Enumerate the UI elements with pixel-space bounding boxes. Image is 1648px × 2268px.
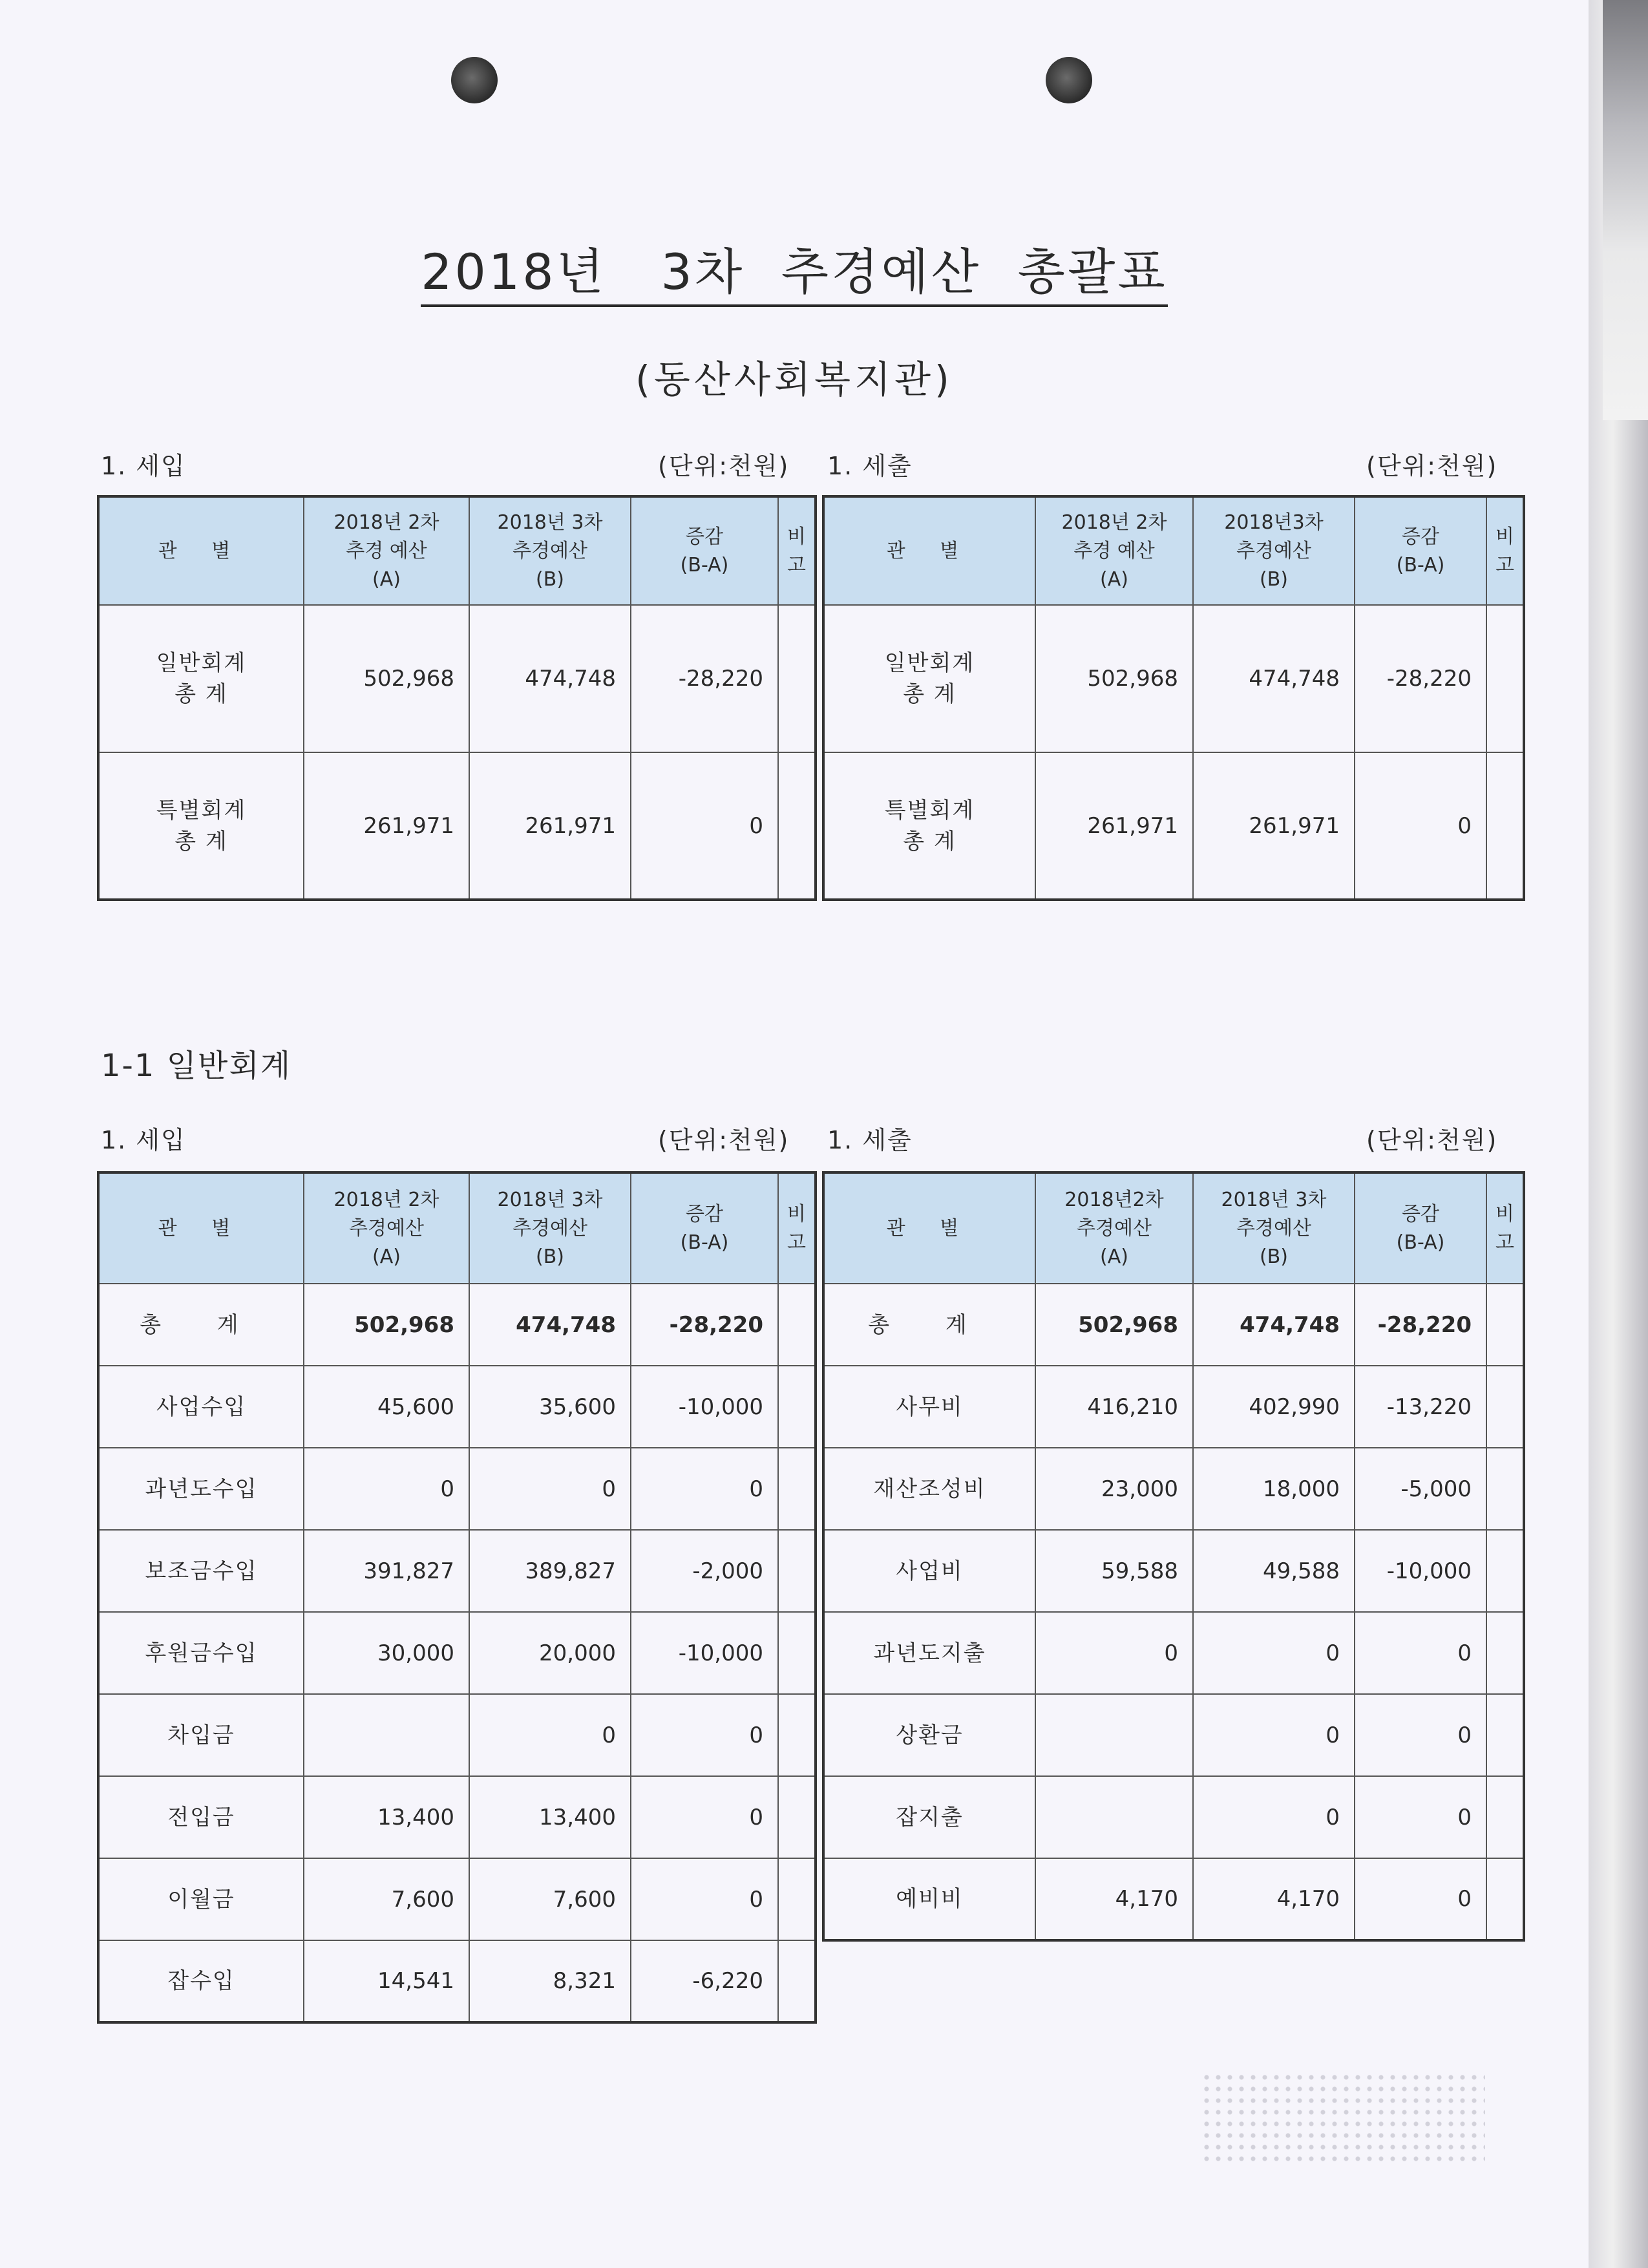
column-header: 2018년 2차 추경예산 (A) — [304, 1172, 469, 1284]
header-row — [823, 496, 1524, 605]
table-row — [98, 1284, 816, 1366]
value-diff: -28,220 — [631, 605, 778, 752]
value-diff: 0 — [1355, 1694, 1486, 1776]
value-b: 402,990 — [1193, 1366, 1355, 1448]
section-heading-general: 1-1 일반회계 — [101, 1048, 292, 1084]
row-label: 보조금수입 — [98, 1530, 304, 1612]
value-diff: -2,000 — [631, 1530, 778, 1612]
table-row — [823, 752, 1524, 900]
value-a: 502,968 — [304, 1284, 469, 1366]
value-a: 261,971 — [304, 752, 469, 900]
general-income-unit: (단위:천원) — [658, 1126, 790, 1154]
summary-income-caption: 1. 세입 — [101, 452, 186, 480]
note — [1486, 1530, 1524, 1612]
value-b: 389,827 — [469, 1530, 631, 1612]
value-a: 4,170 — [1035, 1858, 1193, 1940]
note — [778, 1284, 816, 1366]
value-a: 7,600 — [304, 1858, 469, 1940]
column-header: 증감 (B-A) — [1355, 496, 1486, 605]
note — [778, 1612, 816, 1694]
value-b: 7,600 — [469, 1858, 631, 1940]
row-label: 후원금수입 — [98, 1612, 304, 1694]
column-header: 2018년 2차 추경 예산 (A) — [1035, 496, 1193, 605]
header-row — [98, 496, 816, 605]
value-diff: -28,220 — [1355, 1284, 1486, 1366]
value-diff: -10,000 — [631, 1612, 778, 1694]
value-diff: -10,000 — [631, 1366, 778, 1448]
column-header: 비 고 — [778, 496, 816, 605]
table-row — [823, 1284, 1524, 1366]
value-diff: 0 — [631, 1694, 778, 1776]
column-header: 관 별 — [823, 496, 1035, 605]
value-b: 0 — [1193, 1694, 1355, 1776]
value-b: 0 — [469, 1448, 631, 1530]
value-diff: 0 — [631, 1448, 778, 1530]
note — [778, 1776, 816, 1858]
value-diff: 0 — [631, 752, 778, 900]
table-row — [98, 605, 816, 752]
embossed-seal — [1201, 2072, 1485, 2162]
summary-expense-unit: (단위:천원) — [1366, 452, 1498, 480]
value-diff: 0 — [1355, 752, 1486, 900]
row-label: 일반회계 총 계 — [823, 605, 1035, 752]
column-header: 2018년 3차 추경예산 (B) — [469, 1172, 631, 1284]
column-header: 관 별 — [98, 1172, 304, 1284]
note — [1486, 605, 1524, 752]
value-a: 502,968 — [304, 605, 469, 752]
table-row — [823, 1366, 1524, 1448]
note — [1486, 1858, 1524, 1940]
value-diff: 0 — [1355, 1858, 1486, 1940]
table-row — [823, 1530, 1524, 1612]
column-header: 관 별 — [823, 1172, 1035, 1284]
value-b: 474,748 — [1193, 1284, 1355, 1366]
value-a: 0 — [304, 1448, 469, 1530]
document-subtitle: (동산사회복지관) — [635, 357, 953, 401]
value-b: 49,588 — [1193, 1530, 1355, 1612]
note — [778, 1694, 816, 1776]
table-row — [98, 1940, 816, 2022]
note — [778, 1858, 816, 1940]
table-row — [98, 1366, 816, 1448]
value-a: 502,968 — [1035, 1284, 1193, 1366]
value-a: 30,000 — [304, 1612, 469, 1694]
general-expense-table — [822, 1171, 1525, 1942]
note — [778, 1530, 816, 1612]
value-b: 474,748 — [469, 1284, 631, 1366]
row-label: 일반회계 총 계 — [98, 605, 304, 752]
value-b: 4,170 — [1193, 1858, 1355, 1940]
note — [778, 1366, 816, 1448]
column-header: 2018년3차 추경예산 (B) — [1193, 496, 1355, 605]
column-header: 2018년2차 추경예산 (A) — [1035, 1172, 1193, 1284]
summary-expense-table — [822, 495, 1525, 901]
table-row — [98, 1694, 816, 1776]
punch-hole-left — [451, 57, 498, 103]
table-row — [98, 1776, 816, 1858]
column-header: 증감 (B-A) — [1355, 1172, 1486, 1284]
value-a: 391,827 — [304, 1530, 469, 1612]
value-b: 261,971 — [1193, 752, 1355, 900]
value-b: 13,400 — [469, 1776, 631, 1858]
column-header: 2018년 2차 추경 예산 (A) — [304, 496, 469, 605]
table-row — [98, 1858, 816, 1940]
value-diff: 0 — [1355, 1776, 1486, 1858]
binder-clip — [1603, 0, 1648, 420]
row-label: 총 계 — [823, 1284, 1035, 1366]
value-a: 0 — [1035, 1612, 1193, 1694]
column-header: 비 고 — [1486, 496, 1524, 605]
table-row — [98, 1530, 816, 1612]
column-header: 증감 (B-A) — [631, 496, 778, 605]
value-b: 0 — [1193, 1612, 1355, 1694]
header-row — [98, 1172, 816, 1284]
value-a — [1035, 1694, 1193, 1776]
value-diff: -13,220 — [1355, 1366, 1486, 1448]
note — [1486, 752, 1524, 900]
value-b: 0 — [1193, 1776, 1355, 1858]
table-row — [823, 1694, 1524, 1776]
note — [1486, 1612, 1524, 1694]
row-label: 과년도수입 — [98, 1448, 304, 1530]
general-expense-caption: 1. 세출 — [827, 1126, 913, 1154]
general-income-table — [97, 1171, 817, 2024]
table-row — [823, 1612, 1524, 1694]
page-edge — [1589, 0, 1648, 2268]
value-diff: 0 — [1355, 1612, 1486, 1694]
value-a — [304, 1694, 469, 1776]
table-row — [823, 1448, 1524, 1530]
row-label: 총 계 — [98, 1284, 304, 1366]
row-label: 특별회계 총 계 — [823, 752, 1035, 900]
table-row — [823, 1776, 1524, 1858]
general-income-caption: 1. 세입 — [101, 1126, 186, 1154]
column-header: 비 고 — [778, 1172, 816, 1284]
header-row — [823, 1172, 1524, 1284]
table-row — [98, 752, 816, 900]
row-label: 사업비 — [823, 1530, 1035, 1612]
summary-income-table — [97, 495, 817, 901]
summary-expense-caption: 1. 세출 — [827, 452, 913, 480]
document-title-text: 2018년 3차 추경예산 총괄표 — [421, 243, 1168, 307]
note — [1486, 1284, 1524, 1366]
row-label: 전입금 — [98, 1776, 304, 1858]
value-a — [1035, 1776, 1193, 1858]
note — [778, 605, 816, 752]
row-label: 예비비 — [823, 1858, 1035, 1940]
table-row — [98, 1448, 816, 1530]
value-a: 13,400 — [304, 1776, 469, 1858]
column-header: 관 별 — [98, 496, 304, 605]
value-b: 8,321 — [469, 1940, 631, 2022]
note — [778, 752, 816, 900]
row-label: 재산조성비 — [823, 1448, 1035, 1530]
note — [1486, 1448, 1524, 1530]
value-a: 14,541 — [304, 1940, 469, 2022]
value-b: 474,748 — [1193, 605, 1355, 752]
value-a: 502,968 — [1035, 605, 1193, 752]
value-b: 261,971 — [469, 752, 631, 900]
value-b: 20,000 — [469, 1612, 631, 1694]
row-label: 특별회계 총 계 — [98, 752, 304, 900]
document-title — [0, 233, 1589, 303]
punch-hole-right — [1046, 57, 1092, 103]
value-b: 35,600 — [469, 1366, 631, 1448]
note — [1486, 1776, 1524, 1858]
table-row — [98, 1612, 816, 1694]
column-header: 비 고 — [1486, 1172, 1524, 1284]
value-a: 416,210 — [1035, 1366, 1193, 1448]
value-diff: -5,000 — [1355, 1448, 1486, 1530]
value-diff: 0 — [631, 1858, 778, 1940]
table-row — [823, 1858, 1524, 1940]
value-diff: 0 — [631, 1776, 778, 1858]
row-label: 잡지출 — [823, 1776, 1035, 1858]
column-header: 2018년 3차 추경예산 (B) — [469, 496, 631, 605]
row-label: 이월금 — [98, 1858, 304, 1940]
column-header: 2018년 3차 추경예산 (B) — [1193, 1172, 1355, 1284]
value-b: 0 — [469, 1694, 631, 1776]
value-a: 59,588 — [1035, 1530, 1193, 1612]
note — [778, 1940, 816, 2022]
note — [778, 1448, 816, 1530]
note — [1486, 1694, 1524, 1776]
value-b: 474,748 — [469, 605, 631, 752]
row-label: 차입금 — [98, 1694, 304, 1776]
value-diff: -6,220 — [631, 1940, 778, 2022]
value-a: 261,971 — [1035, 752, 1193, 900]
value-b: 18,000 — [1193, 1448, 1355, 1530]
row-label: 상환금 — [823, 1694, 1035, 1776]
value-diff: -28,220 — [1355, 605, 1486, 752]
value-a: 23,000 — [1035, 1448, 1193, 1530]
row-label: 잡수입 — [98, 1940, 304, 2022]
value-diff: -10,000 — [1355, 1530, 1486, 1612]
value-a: 45,600 — [304, 1366, 469, 1448]
table-row — [823, 605, 1524, 752]
general-expense-unit: (단위:천원) — [1366, 1126, 1498, 1154]
column-header: 증감 (B-A) — [631, 1172, 778, 1284]
row-label: 과년도지출 — [823, 1612, 1035, 1694]
row-label: 사무비 — [823, 1366, 1035, 1448]
value-diff: -28,220 — [631, 1284, 778, 1366]
summary-income-unit: (단위:천원) — [658, 452, 790, 480]
note — [1486, 1366, 1524, 1448]
row-label: 사업수입 — [98, 1366, 304, 1448]
